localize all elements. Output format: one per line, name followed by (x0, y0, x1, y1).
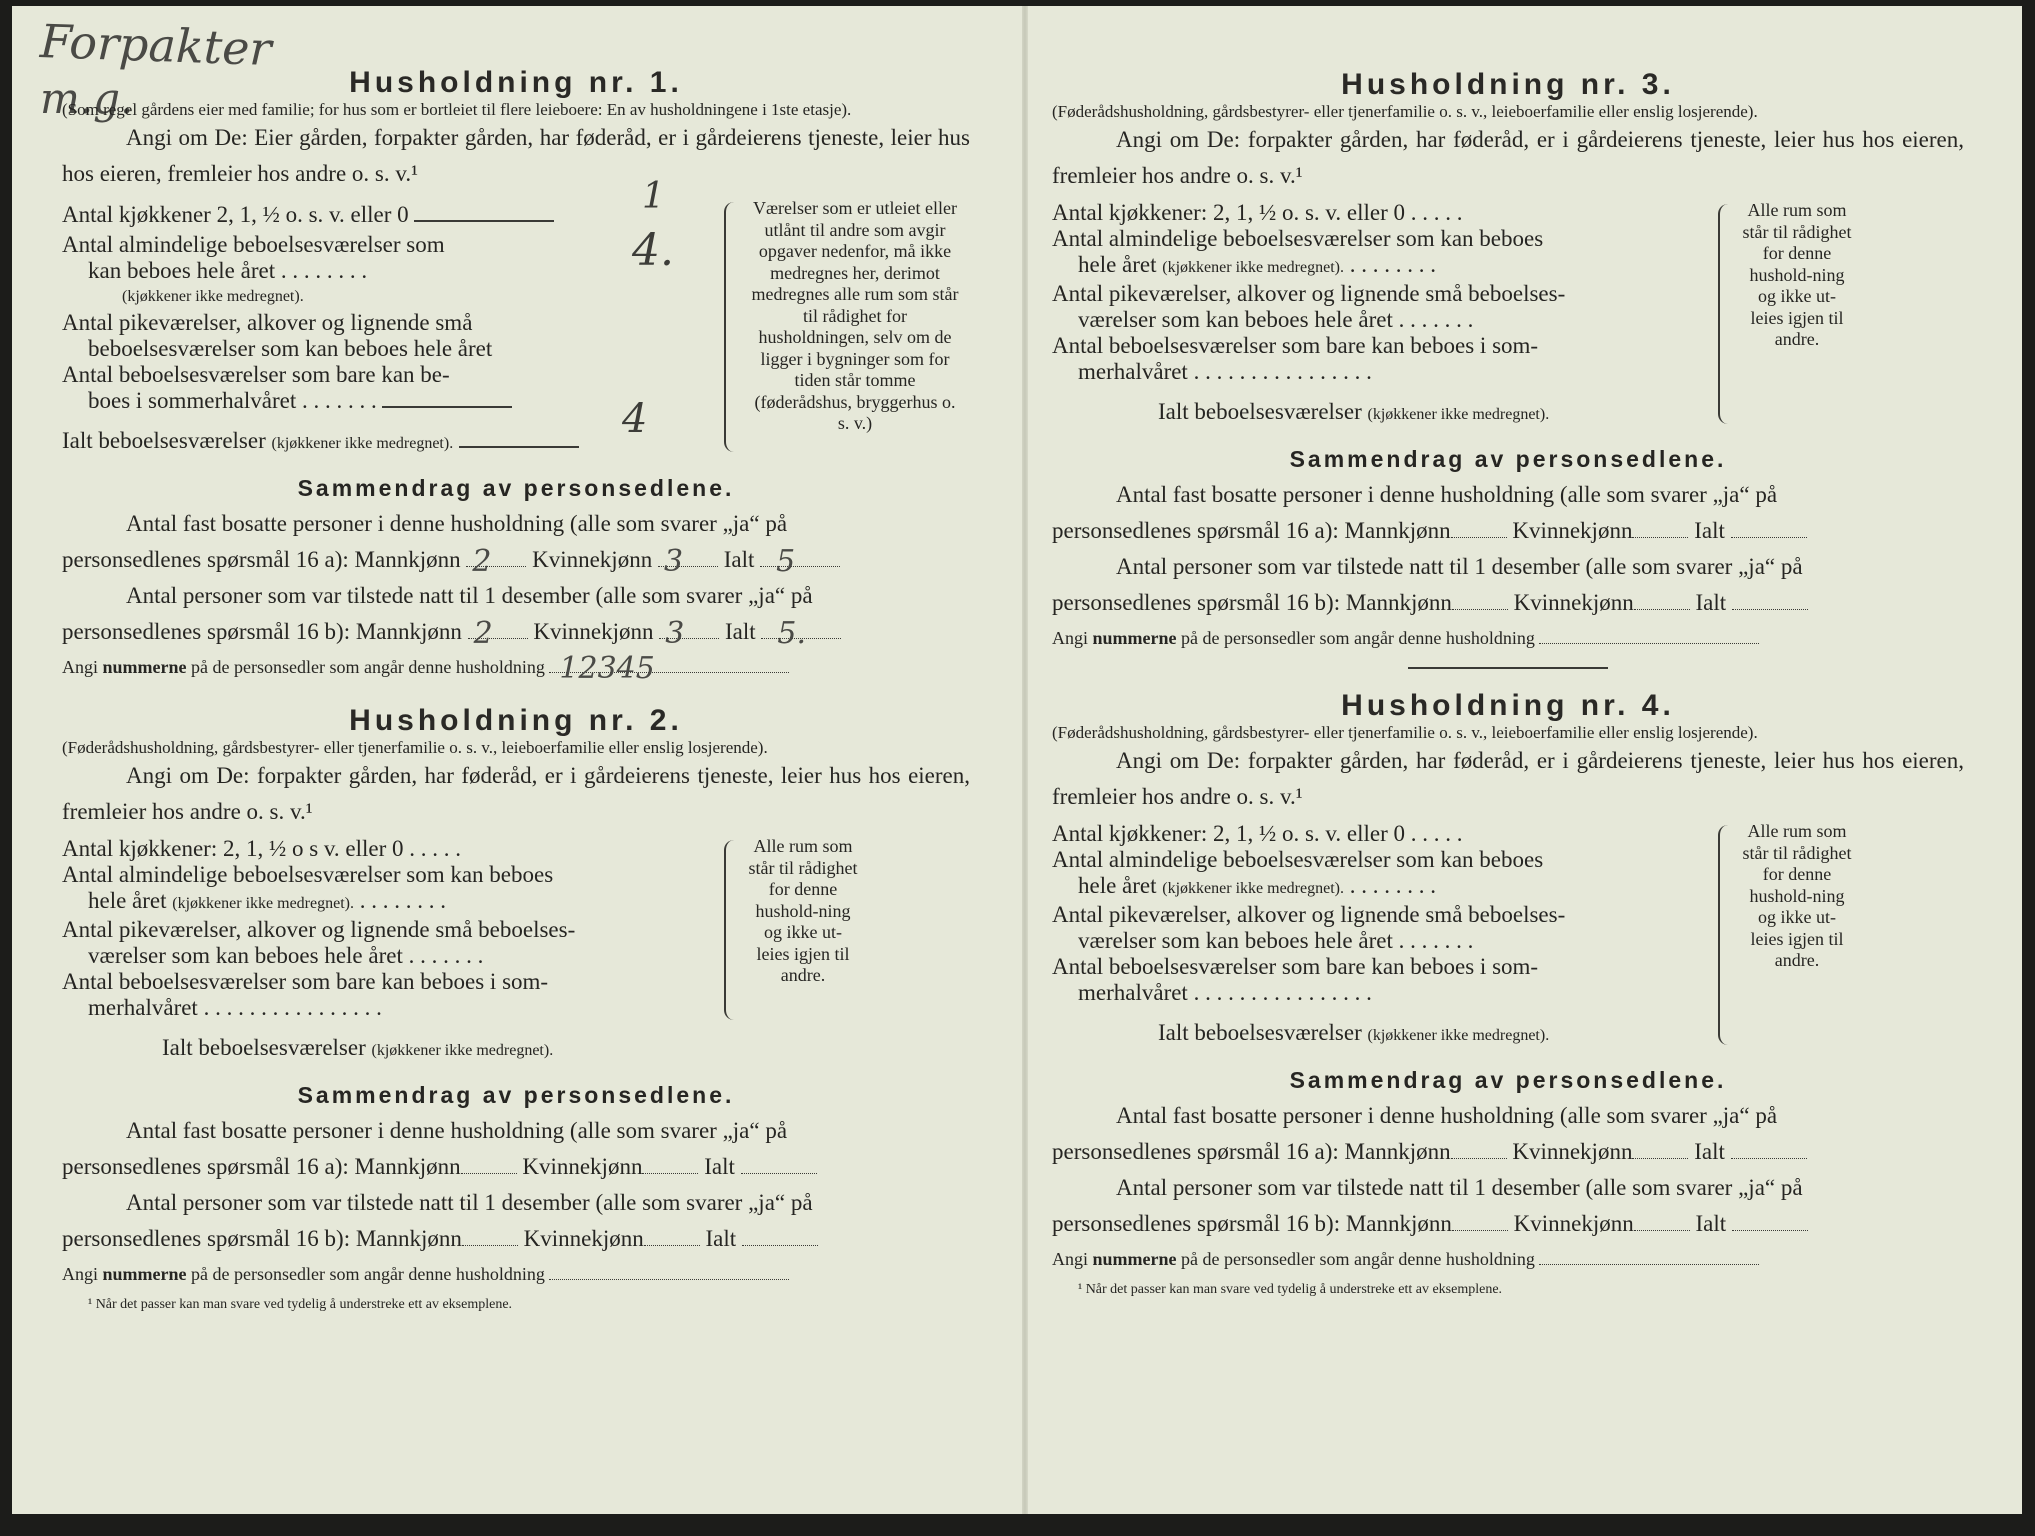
q16b-mann-field[interactable] (468, 616, 528, 651)
q16a-kvinne-label: Kvinnekjønn (522, 1154, 643, 1179)
ordinary-rooms-note: (kjøkkener ikke medregnet). (1162, 259, 1344, 276)
summer-rooms-label-2: merhalvåret (1078, 359, 1188, 384)
numbers-label: Angi (1052, 628, 1088, 648)
numbers-label: Angi (62, 1264, 98, 1284)
kitchens-label: Antal kjøkkener: 2, 1, ½ o. s. v. eller 0 (1052, 200, 1406, 225)
household-4-note: (Føderådshusholdning, gårdsbestyrer- eller tjenerfamilie o. s. v., leieboerfamilie eller enslig losjerende). (1052, 723, 1758, 742)
summer-rooms-label: Antal beboelsesværelser som bare kan beboes i som- (62, 969, 549, 994)
q16b-ialt-field[interactable] (1732, 1230, 1808, 1231)
household-1-rooms: Antal kjøkkener 2, 1, ½ o. s. v. eller 0 1 Antal almindelige beboelsesværelser som kan beboes hele året . . . . . . . . (kjøkkener ikke medregnet). 4. Antal pikeværelser, alkover og lignende små beboelsesværelser som kan beboes hele året Antal beboelsesværelser som bare kan be- boes i sommerhalvåret . . . . . . . Ialt beboelsesværelser (kjøkkener ikke medregnet). 4 Værelser som er utleiet eller utlånt til andre som avgir opgaver nedenfor, må ikke medregnes her, derimot medregnes alle rum som står til rådighet for husholdningen, selv om de ligger i bygninger som for tiden står tomme (føderådshus, bryggerhus o. s. v.) (62, 198, 970, 457)
summer-rooms-label-2: boes i sommerhalvåret (88, 388, 297, 413)
brace (724, 202, 738, 452)
household-3-angi: Angi om De: forpakter gården, har føderåd, er i gårdeierens tjeneste, leier hus hos eieren, fremleier hos andre o. s. v.¹ (1052, 127, 1964, 188)
household-4-title: Husholdning nr. 4. (1341, 689, 1675, 722)
household-2 (62, 704, 970, 1313)
household-1-note: (Som regel gårdens eier med familie; for hus som er bortleiet til flere leieboere: En av husholdningene i 1ste etasje). (62, 100, 852, 119)
q16b-text: Antal personer som var tilstede natt til 1 desember (alle som svarer „ja“ på (126, 1190, 813, 1215)
household-4 (1052, 689, 1964, 1298)
left-page (62, 66, 970, 1313)
numbers-label-bold: nummerne (1092, 1249, 1177, 1269)
q16a-ialt-field[interactable] (741, 1173, 817, 1174)
handwritten-header: Forpakter (39, 13, 273, 77)
ordinary-rooms-label-2: hele året (1078, 873, 1157, 898)
q16a-mann-field[interactable] (466, 544, 526, 579)
total-rooms-field[interactable] (459, 446, 579, 448)
ordinary-rooms-note: (kjøkkener ikke medregnet). (1162, 880, 1344, 897)
q16a-ialt-answer: 5 (776, 544, 796, 579)
numbers-field[interactable] (1539, 643, 1759, 644)
kitchens-label: Antal kjøkkener 2, 1, ½ o. s. v. eller 0 (62, 202, 409, 227)
small-rooms-label: Antal pikeværelser, alkover og lignende små (62, 310, 473, 335)
total-rooms-label: Ialt beboelsesværelser (1158, 399, 1362, 424)
numbers-label-rest: på de personsedler som angår denne husholdning (1181, 1249, 1535, 1269)
household-3 (1052, 68, 1964, 653)
numbers-field[interactable] (1539, 1264, 1759, 1265)
total-rooms-paren: (kjøkkener ikke medregnet). (1367, 406, 1550, 423)
q16a-text-2: personsedlenes spørsmål 16 a): Mannkjønn (1052, 518, 1451, 543)
q16b-ialt-label: Ialt (705, 1226, 737, 1251)
q16a-text-2: personsedlenes spørsmål 16 a): Mannkjønn (62, 1154, 461, 1179)
q16a-ialt-label: Ialt (1694, 1139, 1725, 1164)
ordinary-rooms-answer: 4. (632, 225, 674, 276)
numbers-label-rest: på de personsedler som angår denne husholdning (191, 1264, 545, 1284)
numbers-label-bold: nummerne (102, 657, 187, 677)
q16a-ialt-label: Ialt (1694, 518, 1725, 543)
q16a-text-2: personsedlenes spørsmål 16 a): Mannkjønn (62, 547, 461, 572)
q16a-mann-answer: 2 (472, 544, 492, 579)
q16a-kvinne-answer: 3 (663, 544, 684, 579)
q16b-mann-answer: 2 (473, 616, 493, 651)
q16b-kvinne-label: Kvinnekjønn (533, 619, 654, 644)
footnote: ¹ Når det passer kan man svare ved tydelig å understreke ett av eksemplene. (88, 1297, 513, 1312)
kitchens-label: Antal kjøkkener: 2, 1, ½ o s v. eller 0 (62, 836, 404, 861)
q16b-ialt-field[interactable] (761, 616, 841, 651)
footnote: ¹ Når det passer kan man svare ved tydelig å understreke ett av eksemplene. (1078, 1282, 1503, 1297)
right-page (1052, 68, 1964, 1298)
q16b-ialt-answer: 5. (777, 616, 807, 651)
numbers-field[interactable] (549, 651, 789, 686)
q16a-kvinne-label: Kvinnekjønn (532, 547, 653, 572)
ordinary-rooms-note: (kjøkkener ikke medregnet). (172, 895, 354, 912)
section-divider (1408, 667, 1608, 669)
q16b-kvinne-field[interactable] (644, 1245, 700, 1246)
q16a-kvinne-label: Kvinnekjønn (1512, 1139, 1633, 1164)
total-rooms-paren: (kjøkkener ikke medregnet). (271, 435, 454, 452)
small-rooms-label-2: værelser som kan beboes hele året (1078, 307, 1393, 332)
numbers-label-bold: nummerne (1092, 628, 1177, 648)
brace (724, 840, 738, 1020)
numbers-label-rest: på de personsedler som angår denne husholdning (1181, 628, 1535, 648)
ordinary-rooms-note: (kjøkkener ikke medregnet). (122, 288, 304, 305)
numbers-label-rest: på de personsedler som angår denne husholdning (191, 657, 545, 677)
q16b-kvinne-answer: 3 (665, 616, 685, 651)
q16b-kvinne-label: Kvinnekjønn (1513, 1211, 1634, 1236)
q16a-text: Antal fast bosatte personer i denne husholdning (alle som svarer „ja“ på (1116, 482, 1778, 507)
household-1-angi: Angi om De: Eier gården, forpakter gården, har føderåd, er i gårdeierens tjeneste, leier hus hos eieren, fremleier hos andre o. s. v.¹ (62, 125, 970, 186)
q16a-kvinne-field[interactable] (1632, 537, 1688, 538)
q16b-kvinne-field[interactable] (659, 616, 719, 651)
total-rooms-label: Ialt beboelsesværelser (1158, 1020, 1362, 1045)
household-3-note: (Føderådshusholdning, gårdsbestyrer- eller tjenerfamilie o. s. v., leieboerfamilie eller enslig losjerende). (1052, 102, 1758, 121)
total-rooms-label: Ialt beboelsesværelser (162, 1035, 366, 1060)
kitchens-answer: 1 (642, 176, 665, 217)
q16b-text-2: personsedlenes spørsmål 16 b): Mannkjønn (1052, 590, 1452, 615)
q16a-mann-field[interactable] (1451, 1158, 1507, 1159)
household-2-summary-title: Sammendrag av personsedlene. (297, 1082, 735, 1108)
q16b-ialt-label: Ialt (725, 619, 756, 644)
summer-rooms-label: Antal beboelsesværelser som bare kan beboes i som- (1052, 954, 1539, 979)
household-2-note: (Føderådshusholdning, gårdsbestyrer- eller tjenerfamilie o. s. v., leieboerfamilie eller enslig losjerende). (62, 738, 768, 757)
q16a-ialt-field[interactable] (760, 544, 840, 579)
q16b-mann-field[interactable] (1452, 1230, 1508, 1231)
numbers-label: Angi (62, 657, 98, 677)
ordinary-rooms-label: Antal almindelige beboelsesværelser som kan beboes (62, 862, 554, 887)
ordinary-rooms-label-2: hele året (1078, 252, 1157, 277)
q16a-ialt-label: Ialt (723, 547, 755, 572)
q16b-ialt-label: Ialt (1695, 590, 1727, 615)
q16a-mann-field[interactable] (461, 1173, 517, 1174)
q16b-mann-field[interactable] (1452, 609, 1508, 610)
q16a-text: Antal fast bosatte personer i denne husholdning (alle som svarer „ja“ på (126, 511, 788, 536)
small-rooms-label: Antal pikeværelser, alkover og lignende små beboelses- (62, 917, 576, 942)
household-4-rooms: Antal kjøkkener: 2, 1, ½ o. s. v. eller 0 . . . . . Antal almindelige beboelsesværelser som kan beboes hele året (kjøkkener ikke medregnet). . . . . . . . . Antal pikeværelser, alkover og lignende små beboelses- værelser som kan beboes hele året . . . . . . . Antal beboelsesværelser som bare kan beboes i som- merhalvåret . . . . . . . . . . . . . . . . Ialt beboelsesværelser (kjøkkener ikke medregnet). Alle rum som står til rådighet for denne hushold-ning og ikke ut-leies igjen til andre. (1052, 821, 1964, 1049)
q16a-kvinne-label: Kvinnekjønn (1512, 518, 1633, 543)
brace (1718, 204, 1732, 424)
household-3-side-note: Alle rum som står til rådighet for denne hushold-ning og ikke ut-leies igjen til andre. (1742, 200, 1852, 349)
q16a-text-2: personsedlenes spørsmål 16 a): Mannkjønn (1052, 1139, 1451, 1164)
q16b-text-2: personsedlenes spørsmål 16 b): Mannkjønn (1052, 1211, 1452, 1236)
summer-rooms-label-2: merhalvåret (1078, 980, 1188, 1005)
household-2-side-note: Alle rum som står til rådighet for denne hushold-ning og ikke ut-leies igjen til andre. (748, 836, 858, 985)
numbers-label-bold: nummerne (102, 1264, 187, 1284)
total-rooms-paren: (kjøkkener ikke medregnet). (371, 1042, 554, 1059)
q16a-text: Antal fast bosatte personer i denne husholdning (alle som svarer „ja“ på (1116, 1103, 1778, 1128)
q16b-text: Antal personer som var tilstede natt til 1 desember (alle som svarer „ja“ på (126, 583, 813, 608)
household-4-angi: Angi om De: forpakter gården, har føderåd, er i gårdeierens tjeneste, leier hus hos eieren, fremleier hos andre o. s. v.¹ (1052, 748, 1964, 809)
total-rooms-label: Ialt beboelsesværelser (62, 428, 266, 453)
q16b-mann-field[interactable] (462, 1245, 518, 1246)
q16b-kvinne-label: Kvinnekjønn (523, 1226, 644, 1251)
q16a-ialt-field[interactable] (1731, 1158, 1807, 1159)
ordinary-rooms-label: Antal almindelige beboelsesværelser som kan beboes (1052, 847, 1544, 872)
summer-rooms-label: Antal beboelsesværelser som bare kan beboes i som- (1052, 333, 1539, 358)
small-rooms-label-2: værelser som kan beboes hele året (1078, 928, 1393, 953)
q16b-text-2: personsedlenes spørsmål 16 b): Mannkjønn (62, 619, 462, 644)
q16a-text: Antal fast bosatte personer i denne husholdning (alle som svarer „ja“ på (126, 1118, 788, 1143)
summer-rooms-label: Antal beboelsesværelser som bare kan be- (62, 362, 450, 387)
household-3-rooms: Antal kjøkkener: 2, 1, ½ o. s. v. eller 0 . . . . . Antal almindelige beboelsesværelser som kan beboes hele året (kjøkkener ikke medregnet). . . . . . . . . Antal pikeværelser, alkover og lignende små beboelses- værelser som kan beboes hele året . . . . . . . Antal beboelsesværelser som bare kan beboes i som- merhalvåret . . . . . . . . . . . . . . . . Ialt beboelsesværelser (kjøkkener ikke medregnet). Alle rum som står til rådighet for denne hushold-ning og ikke ut-leies igjen til andre. (1052, 200, 1964, 428)
total-rooms-paren: (kjøkkener ikke medregnet). (1367, 1027, 1550, 1044)
kitchens-field[interactable] (414, 220, 554, 222)
q16b-text-2: personsedlenes spørsmål 16 b): Mannkjønn (62, 1226, 462, 1251)
q16b-kvinne-field[interactable] (1634, 1230, 1690, 1231)
ordinary-rooms-label-2: hele året (88, 888, 167, 913)
q16a-ialt-label: Ialt (704, 1154, 735, 1179)
q16b-ialt-field[interactable] (742, 1245, 818, 1246)
q16a-kvinne-field[interactable] (658, 544, 718, 579)
household-2-rooms: Antal kjøkkener: 2, 1, ½ o s v. eller 0 . . . . . Antal almindelige beboelsesværelser som kan beboes hele året (kjøkkener ikke medregnet). . . . . . . . . Antal pikeværelser, alkover og lignende små beboelses- værelser som kan beboes hele året . . . . . . . Antal beboelsesværelser som bare kan beboes i som- merhalvåret . . . . . . . . . . . . . . . . Ialt beboelsesværelser (kjøkkener ikke medregnet). Alle rum som står til rådighet for denne hushold-ning og ikke ut-leies igjen til andre. (62, 836, 970, 1064)
small-rooms-label-2: beboelsesværelser som kan beboes hele året (88, 336, 493, 361)
small-rooms-label: Antal pikeværelser, alkover og lignende små beboelses- (1052, 281, 1566, 306)
ordinary-rooms-label-2: kan beboes hele året (88, 258, 276, 283)
household-3-summary-title: Sammendrag av personsedlene. (1289, 446, 1727, 472)
page-fold (1022, 6, 1028, 1514)
household-1-summary-title: Sammendrag av personsedlene. (297, 475, 735, 501)
summer-rooms-label-2: merhalvåret (88, 995, 198, 1020)
household-3-title: Husholdning nr. 3. (1341, 68, 1675, 101)
ordinary-rooms-label: Antal almindelige beboelsesværelser som kan beboes (1052, 226, 1544, 251)
q16b-kvinne-field[interactable] (1634, 609, 1690, 610)
brace (1718, 825, 1732, 1045)
handwritten-subheader: m.g. (40, 74, 134, 123)
household-2-title: Husholdning nr. 2. (349, 704, 683, 737)
q16b-ialt-label: Ialt (1695, 1211, 1727, 1236)
household-1-title: Husholdning nr. 1. (349, 66, 683, 99)
q16b-kvinne-label: Kvinnekjønn (1513, 590, 1634, 615)
numbers-label: Angi (1052, 1249, 1088, 1269)
q16a-mann-field[interactable] (1451, 537, 1507, 538)
numbers-field[interactable] (549, 1279, 789, 1280)
total-rooms-answer: 4 (622, 396, 648, 442)
household-2-angi: Angi om De: forpakter gården, har føderåd, er i gårdeierens tjeneste, leier hus hos eieren, fremleier hos andre o. s. v.¹ (62, 763, 970, 824)
numbers-answer: 12345 (559, 651, 655, 686)
q16a-kvinne-field[interactable] (642, 1173, 698, 1174)
small-rooms-label: Antal pikeværelser, alkover og lignende små beboelses- (1052, 902, 1566, 927)
q16b-ialt-field[interactable] (1732, 609, 1808, 610)
household-4-side-note: Alle rum som står til rådighet for denne hushold-ning og ikke ut-leies igjen til andre. (1742, 821, 1852, 970)
kitchens-label: Antal kjøkkener: 2, 1, ½ o. s. v. eller 0 (1052, 821, 1406, 846)
q16b-text: Antal personer som var tilstede natt til 1 desember (alle som svarer „ja“ på (1116, 1175, 1803, 1200)
q16b-text: Antal personer som var tilstede natt til 1 desember (alle som svarer „ja“ på (1116, 554, 1803, 579)
household-1 (62, 66, 970, 686)
household-1-side-note: Værelser som er utleiet eller utlånt til andre som avgir opgaver nedenfor, må ikke medregnes her, derimot medregnes alle rum som står til rådighet for husholdningen, selv om de ligger i bygninger som for tiden står tomme (føderådshus, bryggerhus o. s. v.) (751, 198, 959, 433)
q16a-kvinne-field[interactable] (1632, 1158, 1688, 1159)
ordinary-rooms-label: Antal almindelige beboelsesværelser som (62, 232, 445, 257)
small-rooms-label-2: værelser som kan beboes hele året (88, 943, 403, 968)
household-4-summary-title: Sammendrag av personsedlene. (1289, 1067, 1727, 1093)
q16a-ialt-field[interactable] (1731, 537, 1807, 538)
